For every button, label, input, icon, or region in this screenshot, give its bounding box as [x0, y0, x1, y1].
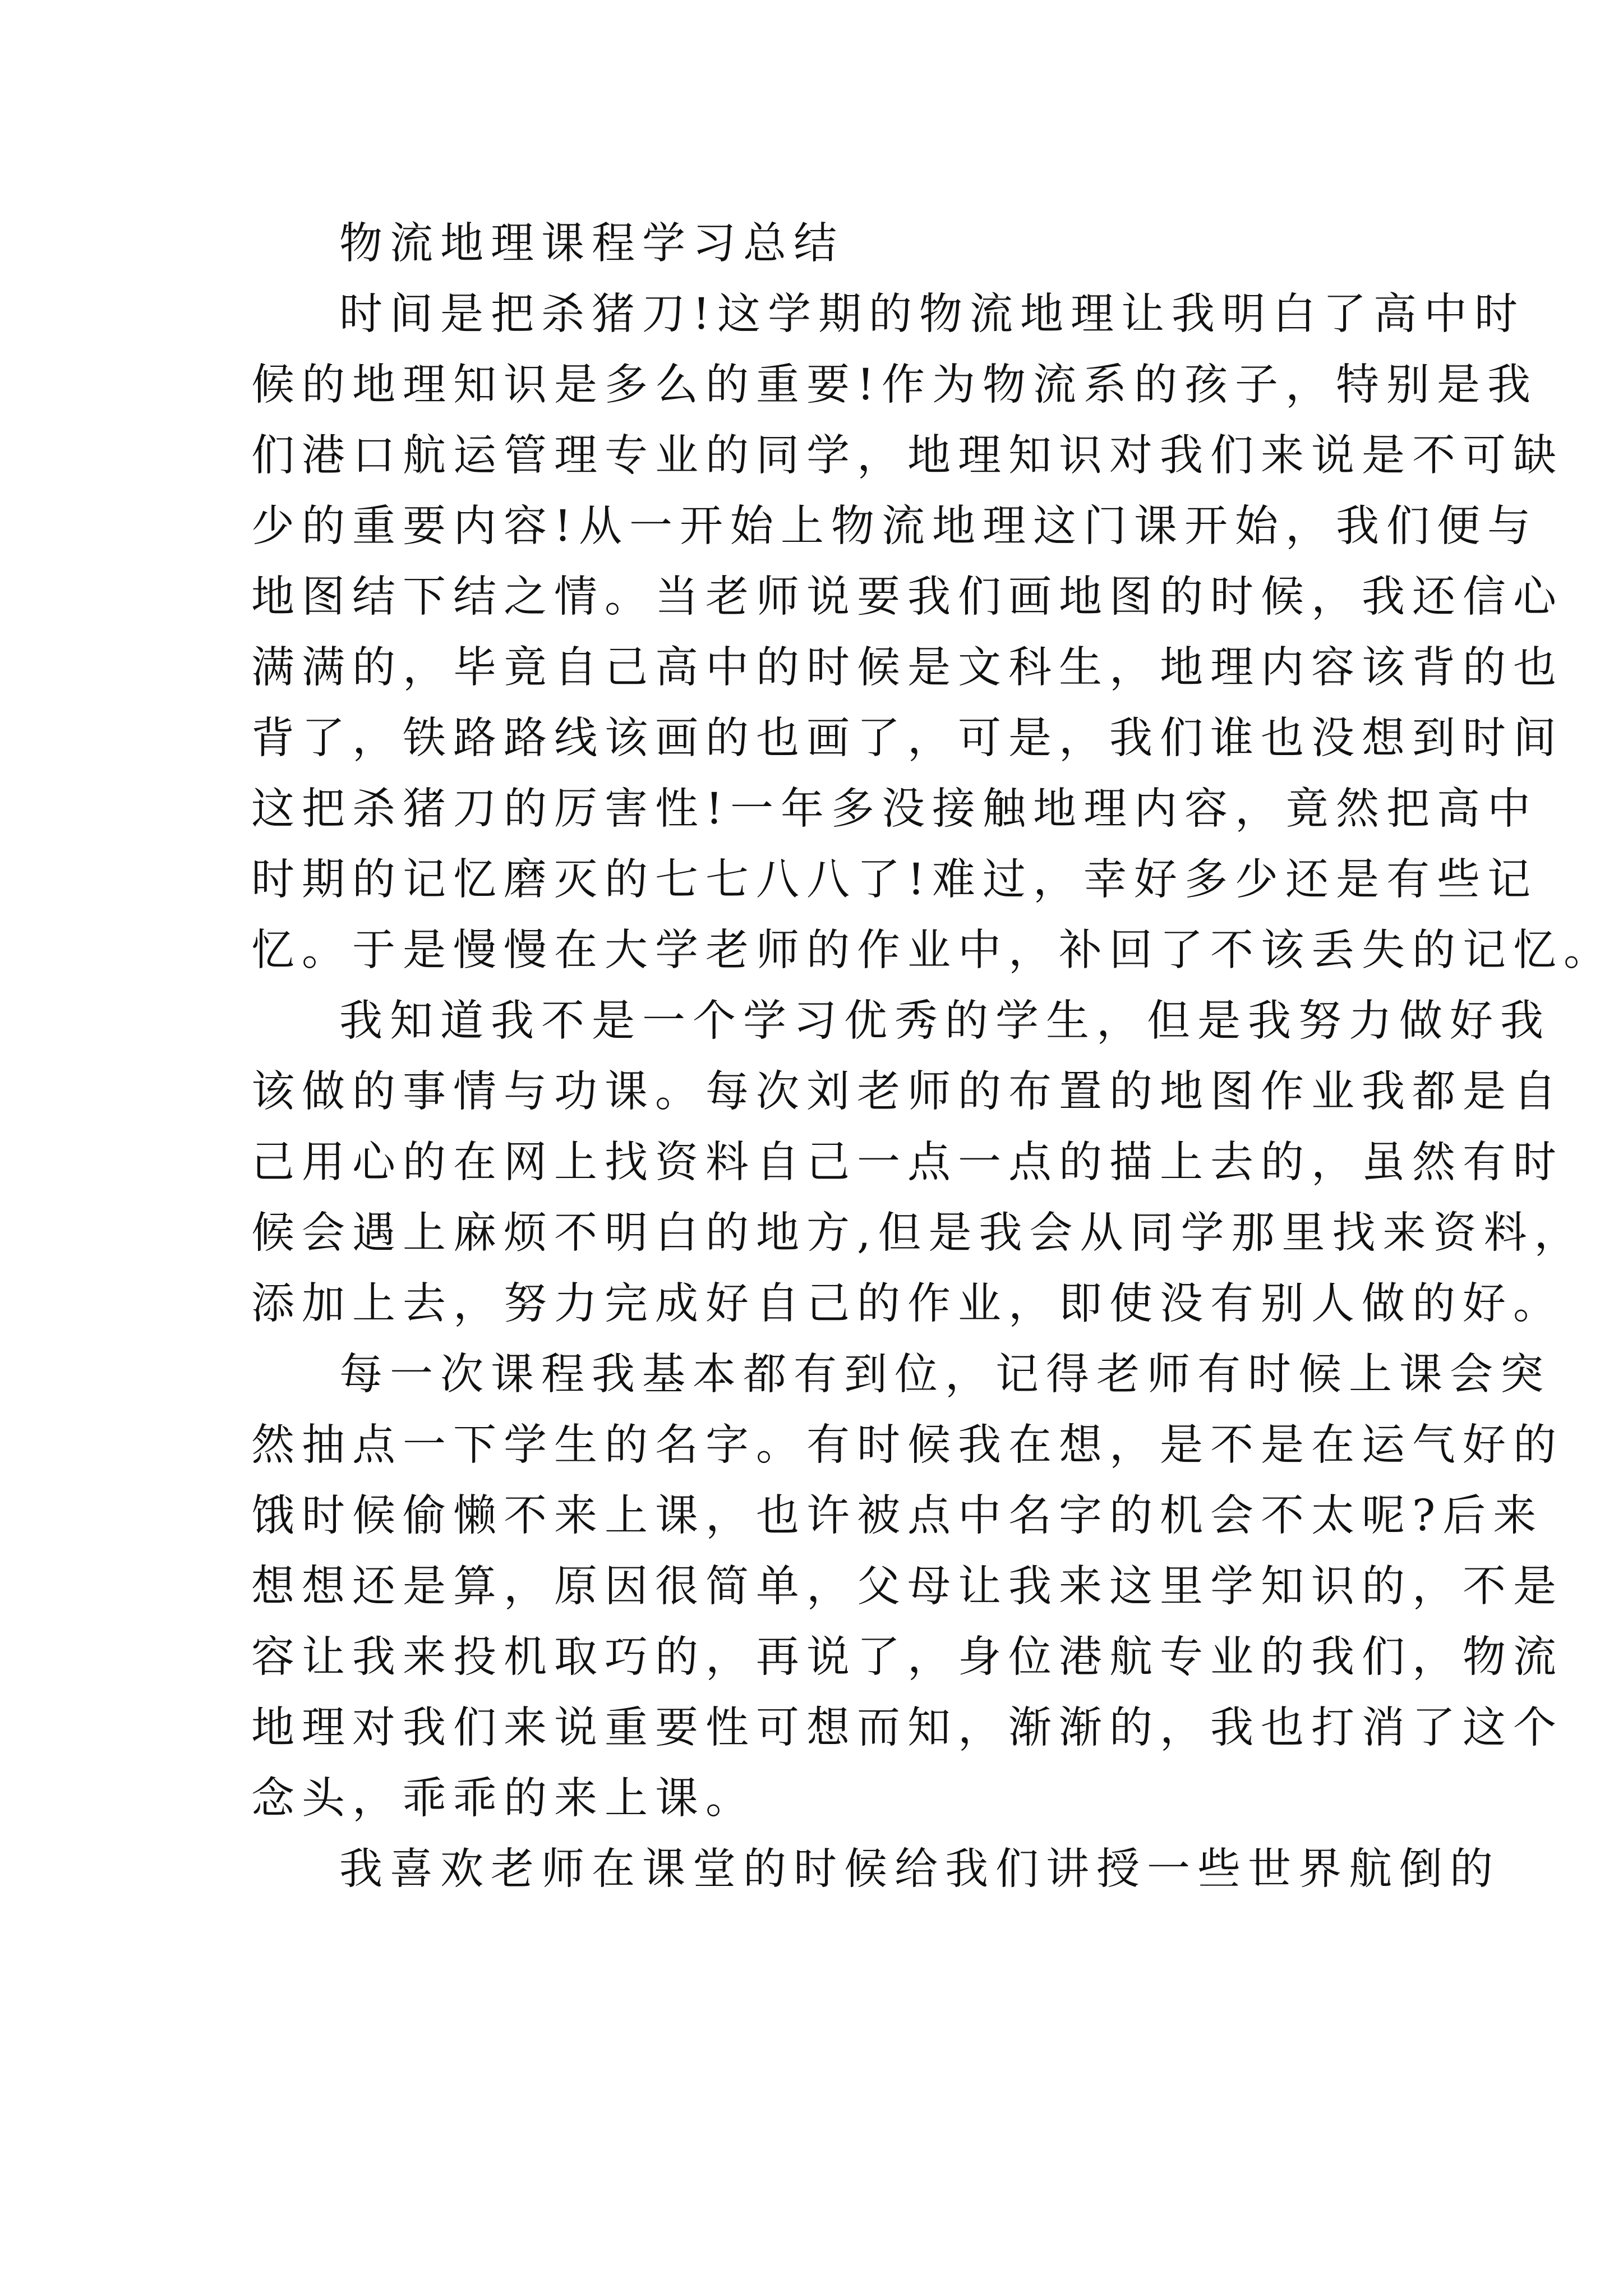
paragraph-3-line-7: 念头，乖乖的来上课。	[251, 1774, 756, 1824]
paragraph-1-line-3: 们港口航运管理专业的同学，地理知识对我们来说是不可缺	[251, 431, 1564, 481]
paragraph-2-line-3: 己用心的在网上找资料自己一点一点的描上去的，虽然有时	[251, 1138, 1564, 1188]
paragraph-1-line-2: 候的地理知识是多么的重要!作为物流系的孩子，特别是我	[251, 360, 1538, 410]
paragraph-2-line-2: 该做的事情与功课。每次刘老师的布置的地图作业我都是自	[251, 1067, 1564, 1117]
paragraph-2-line-1: 我知道我不是一个学习优秀的学生，但是我努力做好我	[339, 996, 1551, 1046]
paragraph-1-line-8: 这把杀猪刀的厉害性!一年多没接触地理内容，竟然把高中	[251, 784, 1538, 834]
paragraph-1-line-7: 背了，铁路路线该画的也画了，可是，我们谁也没想到时间	[251, 714, 1564, 763]
paragraph-3-line-4: 想想还是算，原因很简单，父母让我来这里学知识的，不是	[251, 1562, 1564, 1612]
paragraph-2-line-4: 候会遇上麻烦不明白的地方,但是我会从同学那里找来资料，	[251, 1208, 1585, 1258]
paragraph-2-line-5: 添加上去，努力完成好自己的作业，即使没有别人做的好。	[251, 1279, 1564, 1329]
paragraph-3-line-6: 地理对我们来说重要性可想而知，渐渐的，我也打消了这个	[251, 1703, 1564, 1753]
paragraph-3-line-1: 每一次课程我基本都有到位，记得老师有时候上课会突	[339, 1350, 1551, 1400]
document-title: 物流地理课程学习总结	[339, 219, 844, 269]
paragraph-1-line-9: 时期的记忆磨灭的七七八八了!难过，幸好多少还是有些记	[251, 855, 1538, 905]
paragraph-3-line-2: 然抽点一下学生的名字。有时候我在想，是不是在运气好的	[251, 1420, 1564, 1470]
paragraph-1-line-4: 少的重要内容!从一开始上物流地理这门课开始，我们便与	[251, 501, 1538, 551]
paragraph-1-line-10: 忆。于是慢慢在大学老师的作业中，补回了不该丢失的记忆。	[251, 926, 1614, 976]
paragraph-3-line-5: 容让我来投机取巧的，再说了，身位港航专业的我们，物流	[251, 1632, 1564, 1682]
paragraph-1-line-5: 地图结下结之情。当老师说要我们画地图的时候，我还信心	[251, 572, 1564, 622]
document-body	[251, 209, 1614, 1905]
paragraph-3-line-3: 饿时候偷懒不来上课，也许被点中名字的机会不太呢?后来	[251, 1491, 1544, 1541]
paragraph-1-line-1: 时间是把杀猪刀!这学期的物流地理让我明白了高中时	[339, 289, 1525, 339]
paragraph-1-line-6: 满满的，毕竟自己高中的时候是文科生，地理内容该背的也	[251, 643, 1564, 693]
paragraph-4-line-1: 我喜欢老师在课堂的时候给我们讲授一些世界航倒的	[339, 1844, 1500, 1894]
